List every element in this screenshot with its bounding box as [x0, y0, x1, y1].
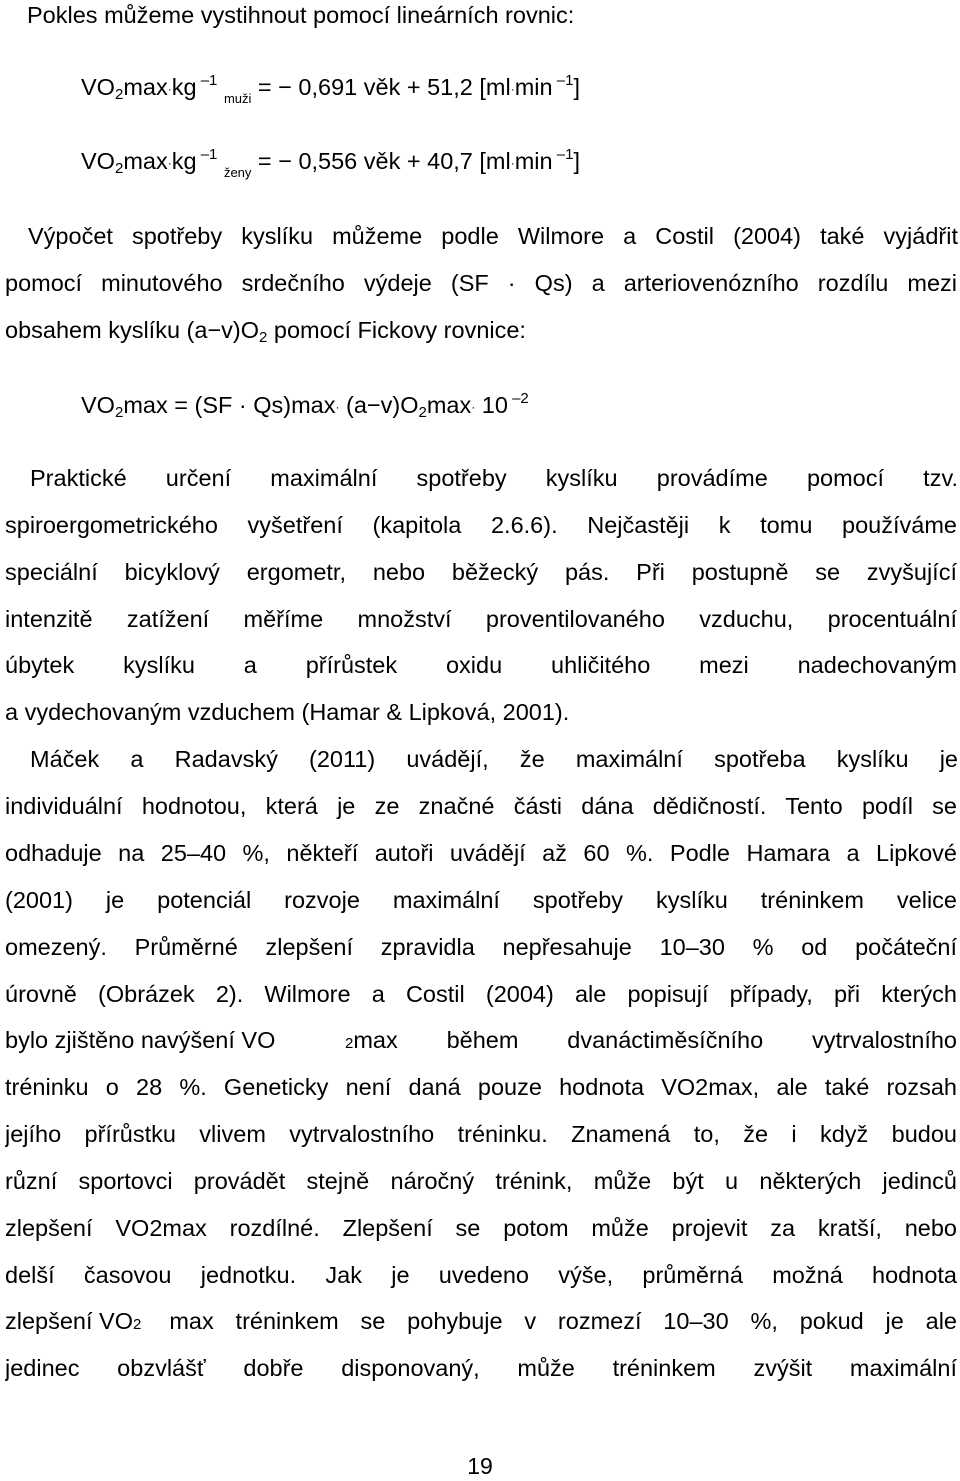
eq-sub: 2 — [114, 160, 124, 177]
eq-dot: · — [167, 156, 172, 170]
text-fragment — [5, 1026, 345, 1054]
eq-close: ] — [573, 74, 580, 100]
eq-exp: –2 — [507, 390, 529, 407]
equation-men — [81, 73, 580, 105]
paragraph-line: jedinec obzvlášť dobře disponovaný, může tréninkem zvýšit maximální — [5, 1355, 957, 1381]
eq-sub: 2 — [114, 86, 124, 103]
paragraph-line — [5, 316, 526, 348]
paragraph-line: Praktické určení maximální spotřeby kyslíku provádíme pomocí tzv. — [30, 465, 958, 491]
equation-women — [81, 147, 580, 179]
subscript: 2 — [345, 1035, 354, 1052]
eq-rhs: = − 0,691 věk + 51,2 [ml — [251, 74, 511, 100]
text-fragment: obsahem kyslíku (a−v)O — [5, 317, 260, 343]
equation-fick — [81, 391, 529, 423]
text-fragment: zlepšení VO — [5, 1308, 134, 1334]
eq-exp: –1 — [196, 72, 218, 89]
text-fragment: bylo zjištěno navýšení VO — [5, 1027, 276, 1053]
paragraph-line: Máček a Radavský (2011) uvádějí, že maximální spotřeba kyslíku je — [30, 746, 958, 772]
paragraph-line: různí sportovci provádět stejně náročný trénink, může být u některých jedinců — [5, 1168, 957, 1194]
eq-sub: 2 — [114, 404, 124, 421]
paragraph-line: pomocí minutového srdečního výdeje (SF · Qs) a arteriovenózního rozdílu mezi — [5, 270, 957, 296]
eq-exp: –1 — [196, 146, 218, 163]
paragraph-line: intenzitě zatížení měříme množství proventilovaného vzduchu, procentuální — [5, 606, 957, 632]
paragraph-line: a vydechovaným vzduchem (Hamar & Lipková, 2001). — [5, 699, 570, 725]
eq-part: max = (SF · Qs)max — [123, 392, 336, 418]
eq-dot: · — [335, 400, 340, 414]
paragraph-line: Výpočet spotřeby kyslíku můžeme podle Wilmore a Costil (2004) také vyjádřit — [28, 223, 958, 249]
eq-dot: · — [471, 400, 476, 414]
eq-unit-exp: –1 — [552, 72, 574, 89]
paragraph-line: úbytek kyslíku a přírůstek oxidu uhličitého mezi nadechovaným — [5, 652, 957, 678]
eq-dot2: · — [510, 156, 515, 170]
paragraph-line: úrovně (Obrázek 2). Wilmore a Costil (2004) ale popisují případy, při kterých — [5, 981, 957, 1007]
eq-group: muži — [223, 91, 252, 106]
text-fragment — [345, 1026, 957, 1054]
eq-vo: VO — [81, 74, 115, 100]
page-number: 19 — [467, 1453, 493, 1479]
eq-close: ] — [573, 148, 580, 174]
paragraph-line: delší časovou jednotku. Jak je uvedeno výše, průměrná možná hodnota — [5, 1262, 957, 1288]
subscript: 2 — [133, 1316, 142, 1333]
paragraph-line: odhaduje na 25–40 %, někteří autoři uvádějí až 60 %. Podle Hamara a Lipkové — [5, 840, 957, 866]
paragraph-line: individuální hodnotou, která je ze značné části dána dědičností. Tento podíl se — [5, 793, 957, 819]
paragraph-line — [5, 1026, 957, 1054]
eq-dot2: · — [510, 82, 515, 96]
eq-vo: VO — [81, 148, 115, 174]
paragraph-line: (2001) je potenciál rozvoje maximální spotřeby kyslíku tréninkem velice — [5, 887, 957, 913]
paragraph-line — [5, 1307, 957, 1335]
eq-group: ženy — [223, 165, 252, 180]
text-fragment: max během dvanáctiměsíčního vytrvalostního — [353, 1027, 957, 1053]
eq-vo: VO — [81, 392, 115, 418]
eq-unit: min — [514, 74, 553, 100]
eq-kg: kg — [171, 148, 197, 174]
eq-rhs: = − 0,556 věk + 40,7 [ml — [251, 148, 511, 174]
eq-kg: kg — [171, 74, 197, 100]
paragraph-line: zlepšení VO2max rozdílné. Zlepšení se potom může projevit za kratší, nebo — [5, 1215, 957, 1241]
paragraph-line: speciální bicyklový ergometr, nebo běžecký pás. Při postupně se zvyšující — [5, 559, 957, 585]
eq-part: max — [426, 392, 472, 418]
paragraph-line: tréninku o 28 %. Geneticky není daná pouze hodnota VO2max, ale také rozsah — [5, 1074, 957, 1100]
subscript: 2 — [259, 329, 268, 346]
eq-max: max — [123, 74, 168, 100]
eq-part: (a−v)O — [339, 392, 419, 418]
eq-part: 10 — [475, 392, 508, 418]
eq-unit-exp: –1 — [552, 146, 574, 163]
text-fragment: max tréninkem se pohybuje v rozmezí 10–30 %, pokud je ale — [169, 1308, 957, 1334]
text-fragment: pomocí Fickovy rovnice: — [267, 317, 526, 343]
intro-text: Pokles můžeme vystihnout pomocí lineárních rovnic: — [27, 2, 575, 28]
paragraph-line: spiroergometrického vyšetření (kapitola 2.6.6). Nejčastěji k tomu používáme — [5, 512, 957, 538]
eq-unit: min — [514, 148, 553, 174]
eq-sub: 2 — [418, 404, 427, 421]
eq-max: max — [123, 148, 168, 174]
paragraph-line: omezený. Průměrné zlepšení zpravidla nepřesahuje 10–30 % od počáteční — [5, 934, 957, 960]
paragraph-line: jejího přírůstku vlivem vytrvalostního tréninku. Znamená to, že i když budou — [5, 1121, 957, 1147]
eq-dot: · — [167, 82, 172, 96]
